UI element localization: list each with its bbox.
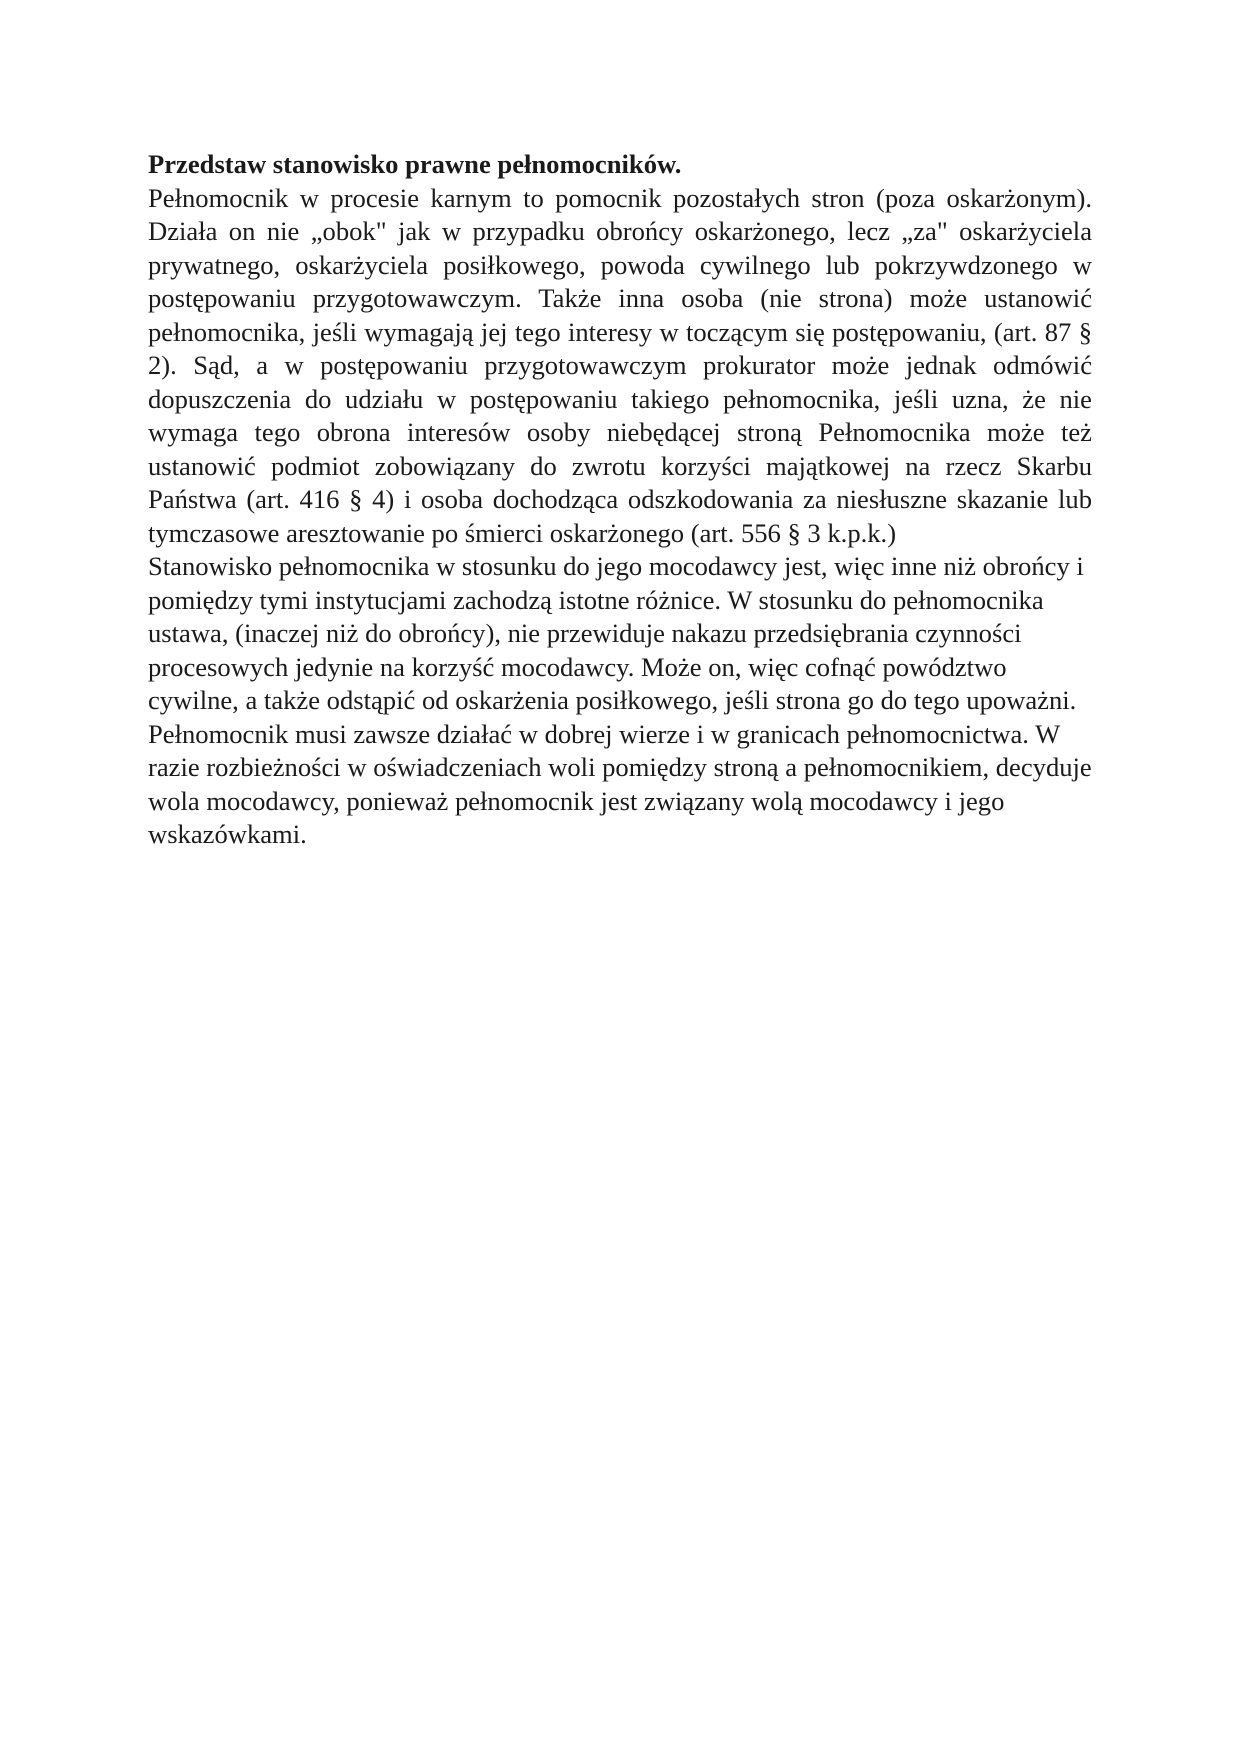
paragraph-1: Pełnomocnik w procesie karnym to pomocnik pozostałych stron (poza oskarżonym). Działa on nie „obok" jak w przypadku obrońcy oskarżonego, lecz „za" oskarżyciela prywatnego, oskarżyciela posiłkowego, powoda cywilnego lub pokrzywdzonego w postępowaniu przygotowawczym. Także inna osoba (nie strona) może ustanowić pełnomocnika, jeśli wymagają jej tego interesy w toczącym się postępowaniu, (art. 87 § 2). Sąd, a w postępowaniu przygotowawczym prokurator może jednak odmówić dopuszczenia do udziału w postępowaniu takiego pełnomocnika, jeśli uzna, że nie wymaga tego obrona interesów osoby niebędącej stroną Pełnomocnika może też ustanowić podmiot zobowiązany do zwrotu korzyści majątkowej na rzecz Skarbu Państwa (art. 416 § 4) i osoba dochodząca odszkodowania za niesłuszne skazanie lub tymczasowe aresztowanie po śmierci oskarżonego (art. 556 § 3 k.p.k.): [148, 182, 1092, 548]
paragraph-2: Stanowisko pełnomocnika w stosunku do jego mocodawcy jest, więc inne niż obrońcy i pomiędzy tymi instytucjami zachodzą istotne różnice. W stosunku do pełnomocnika ustawa, (inaczej niż do obrońcy), nie przewiduje nakazu przedsiębrania czynności procesowych jedynie na korzyść mocodawcy. Może on, więc cofnąć powództwo cywilne, a także odstąpić od oskarżenia posiłkowego, jeśli strona go do tego upoważni. Pełnomocnik musi zawsze działać w dobrej wierze i w granicach pełnomocnictwa. W razie rozbieżności w oświadczeniach woli pomiędzy stroną a pełnomocnikiem, decyduje wola mocodawcy, ponieważ pełnomocnik jest związany wolą mocodawcy i jego wskazówkami.: [148, 551, 1092, 849]
document-body: [148, 148, 1092, 852]
document-heading: Przedstaw stanowisko prawne pełnomocników.: [148, 149, 682, 179]
